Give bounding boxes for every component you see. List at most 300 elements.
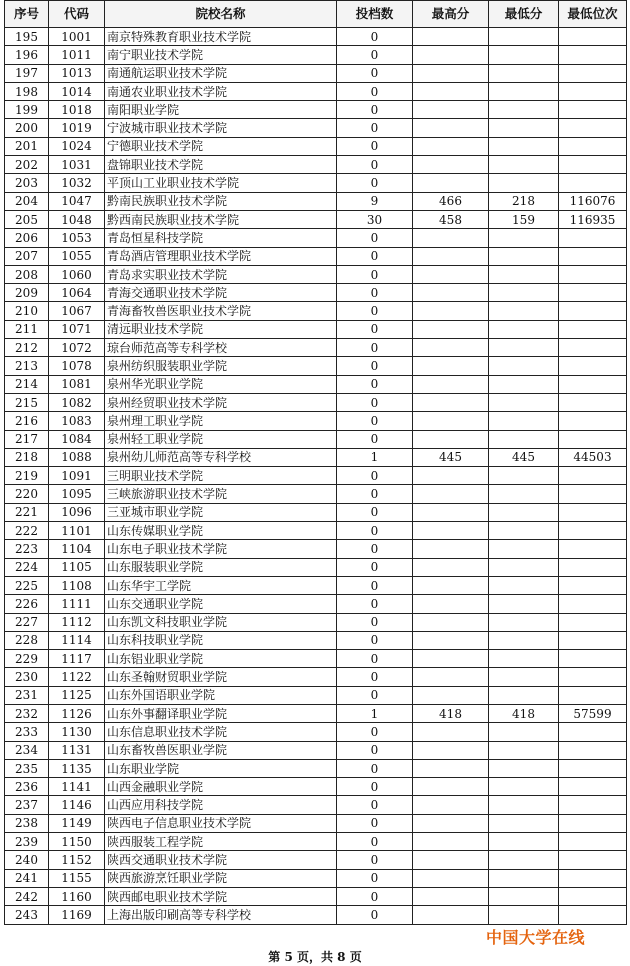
- cell-code: 1160: [49, 887, 105, 905]
- cell-max-score: [413, 576, 489, 594]
- cell-min-score: 418: [489, 704, 559, 722]
- cell-admit-count: 0: [337, 467, 413, 485]
- cell-min-score: [489, 796, 559, 814]
- cell-max-score: [413, 101, 489, 119]
- cell-max-score: [413, 558, 489, 576]
- cell-code: 1125: [49, 686, 105, 704]
- cell-school-name: 青岛酒店管理职业技术学院: [105, 247, 337, 265]
- cell-school-name: 山东圣翰财贸职业学院: [105, 668, 337, 686]
- cell-code: 1101: [49, 522, 105, 540]
- cell-min-score: [489, 778, 559, 796]
- table-row: [5, 430, 627, 448]
- cell-min-rank: [559, 339, 627, 357]
- cell-admit-count: 0: [337, 485, 413, 503]
- cell-seq: 231: [5, 686, 49, 704]
- cell-code: 1146: [49, 796, 105, 814]
- cell-code: 1130: [49, 723, 105, 741]
- table-row: [5, 558, 627, 576]
- cell-min-score: [489, 833, 559, 851]
- cell-admit-count: 0: [337, 229, 413, 247]
- table-row: [5, 412, 627, 430]
- cell-school-name: 山西应用科技学院: [105, 796, 337, 814]
- cell-school-name: 青岛求实职业技术学院: [105, 265, 337, 283]
- cell-min-rank: [559, 796, 627, 814]
- cell-max-score: [413, 393, 489, 411]
- cell-min-rank: [559, 650, 627, 668]
- cell-admit-count: 0: [337, 265, 413, 283]
- cell-seq: 216: [5, 412, 49, 430]
- table-row: [5, 631, 627, 649]
- cell-admit-count: 0: [337, 558, 413, 576]
- table-row: [5, 741, 627, 759]
- cell-school-name: 山东传媒职业学院: [105, 522, 337, 540]
- cell-code: 1024: [49, 137, 105, 155]
- cell-max-score: [413, 265, 489, 283]
- cell-max-score: [413, 650, 489, 668]
- cell-code: 1071: [49, 320, 105, 338]
- cell-max-score: 466: [413, 192, 489, 210]
- cell-admit-count: 0: [337, 540, 413, 558]
- table-row: [5, 814, 627, 832]
- cell-max-score: [413, 613, 489, 631]
- table-row: [5, 485, 627, 503]
- cell-admit-count: 0: [337, 595, 413, 613]
- cell-max-score: [413, 522, 489, 540]
- cell-seq: 201: [5, 137, 49, 155]
- cell-min-rank: [559, 265, 627, 283]
- cell-min-score: [489, 686, 559, 704]
- table-row: [5, 302, 627, 320]
- cell-school-name: 三峡旅游职业技术学院: [105, 485, 337, 503]
- cell-min-rank: [559, 778, 627, 796]
- table-row: [5, 28, 627, 46]
- cell-min-rank: [559, 247, 627, 265]
- cell-min-rank: [559, 430, 627, 448]
- cell-min-score: [489, 119, 559, 137]
- cell-code: 1141: [49, 778, 105, 796]
- cell-max-score: [413, 887, 489, 905]
- cell-school-name: 山东畜牧兽医职业学院: [105, 741, 337, 759]
- table-row: [5, 192, 627, 210]
- cell-school-name: 青海交通职业技术学院: [105, 284, 337, 302]
- cell-code: 1091: [49, 467, 105, 485]
- cell-min-score: [489, 375, 559, 393]
- cell-min-score: [489, 467, 559, 485]
- cell-code: 1072: [49, 339, 105, 357]
- cell-min-rank: [559, 522, 627, 540]
- cell-min-rank: [559, 229, 627, 247]
- cell-max-score: [413, 320, 489, 338]
- cell-max-score: [413, 485, 489, 503]
- cell-code: 1152: [49, 851, 105, 869]
- cell-school-name: 泉州华光职业学院: [105, 375, 337, 393]
- cell-min-score: [489, 302, 559, 320]
- cell-seq: 242: [5, 887, 49, 905]
- cell-min-score: [489, 320, 559, 338]
- cell-min-rank: [559, 412, 627, 430]
- cell-min-score: [489, 229, 559, 247]
- cell-school-name: 平顶山工业职业技术学院: [105, 174, 337, 192]
- cell-school-name: 山东交通职业学院: [105, 595, 337, 613]
- header-admit-count: 投档数: [337, 1, 413, 28]
- cell-admit-count: 0: [337, 723, 413, 741]
- cell-code: 1112: [49, 613, 105, 631]
- cell-code: 1055: [49, 247, 105, 265]
- cell-admit-count: 9: [337, 192, 413, 210]
- cell-min-rank: [559, 375, 627, 393]
- cell-min-rank: [559, 119, 627, 137]
- cell-code: 1126: [49, 704, 105, 722]
- cell-min-score: [489, 869, 559, 887]
- cell-school-name: 山东服装职业学院: [105, 558, 337, 576]
- header-row: [5, 1, 627, 28]
- cell-max-score: [413, 174, 489, 192]
- cell-school-name: 山东凯文科技职业学院: [105, 613, 337, 631]
- table-row: [5, 467, 627, 485]
- cell-min-rank: [559, 46, 627, 64]
- cell-code: 1096: [49, 503, 105, 521]
- cell-min-rank: [559, 393, 627, 411]
- table-row: [5, 82, 627, 100]
- cell-code: 1155: [49, 869, 105, 887]
- cell-admit-count: 0: [337, 375, 413, 393]
- admission-table-sheet: [4, 0, 626, 925]
- cell-seq: 237: [5, 796, 49, 814]
- cell-min-rank: [559, 741, 627, 759]
- cell-admit-count: 0: [337, 247, 413, 265]
- cell-seq: 222: [5, 522, 49, 540]
- table-row: [5, 339, 627, 357]
- cell-min-rank: [559, 540, 627, 558]
- cell-min-score: [489, 650, 559, 668]
- cell-code: 1019: [49, 119, 105, 137]
- cell-max-score: [413, 28, 489, 46]
- cell-min-rank: [559, 558, 627, 576]
- cell-min-score: [489, 522, 559, 540]
- cell-code: 1084: [49, 430, 105, 448]
- table-header: [5, 1, 627, 28]
- cell-min-rank: [559, 357, 627, 375]
- cell-min-score: [489, 82, 559, 100]
- cell-admit-count: 0: [337, 613, 413, 631]
- cell-max-score: [413, 686, 489, 704]
- cell-code: 1083: [49, 412, 105, 430]
- cell-seq: 215: [5, 393, 49, 411]
- cell-code: 1131: [49, 741, 105, 759]
- cell-min-score: [489, 613, 559, 631]
- cell-max-score: [413, 540, 489, 558]
- cell-school-name: 上海出版印刷高等专科学校: [105, 906, 337, 924]
- table-row: [5, 906, 627, 924]
- cell-max-score: [413, 119, 489, 137]
- cell-min-rank: [559, 28, 627, 46]
- cell-code: 1111: [49, 595, 105, 613]
- cell-seq: 206: [5, 229, 49, 247]
- cell-seq: 219: [5, 467, 49, 485]
- cell-max-score: [413, 357, 489, 375]
- cell-seq: 223: [5, 540, 49, 558]
- cell-min-rank: [559, 595, 627, 613]
- table-row: [5, 210, 627, 228]
- cell-min-rank: [559, 101, 627, 119]
- cell-min-score: [489, 576, 559, 594]
- table-row: [5, 613, 627, 631]
- cell-max-score: [413, 46, 489, 64]
- cell-code: 1122: [49, 668, 105, 686]
- cell-min-rank: [559, 320, 627, 338]
- cell-min-score: [489, 64, 559, 82]
- table-row: [5, 759, 627, 777]
- table-row: [5, 595, 627, 613]
- cell-min-rank: 44503: [559, 448, 627, 466]
- cell-max-score: [413, 375, 489, 393]
- cell-min-rank: 116935: [559, 210, 627, 228]
- cell-min-score: [489, 503, 559, 521]
- cell-min-score: [489, 851, 559, 869]
- cell-seq: 232: [5, 704, 49, 722]
- cell-max-score: [413, 869, 489, 887]
- cell-admit-count: 0: [337, 741, 413, 759]
- cell-max-score: [413, 284, 489, 302]
- cell-min-score: [489, 46, 559, 64]
- cell-seq: 234: [5, 741, 49, 759]
- table-row: [5, 101, 627, 119]
- cell-school-name: 陕西服装工程学院: [105, 833, 337, 851]
- cell-seq: 212: [5, 339, 49, 357]
- cell-admit-count: 0: [337, 320, 413, 338]
- cell-seq: 207: [5, 247, 49, 265]
- cell-seq: 213: [5, 357, 49, 375]
- cell-seq: 230: [5, 668, 49, 686]
- cell-min-rank: [559, 156, 627, 174]
- cell-code: 1053: [49, 229, 105, 247]
- cell-seq: 226: [5, 595, 49, 613]
- cell-min-rank: [559, 503, 627, 521]
- cell-min-rank: 116076: [559, 192, 627, 210]
- cell-admit-count: 0: [337, 46, 413, 64]
- cell-seq: 238: [5, 814, 49, 832]
- cell-school-name: 山东铝业职业学院: [105, 650, 337, 668]
- cell-min-rank: [559, 759, 627, 777]
- cell-max-score: [413, 906, 489, 924]
- cell-school-name: 南宁职业技术学院: [105, 46, 337, 64]
- table-row: [5, 174, 627, 192]
- cell-school-name: 山东电子职业技术学院: [105, 540, 337, 558]
- cell-school-name: 三亚城市职业学院: [105, 503, 337, 521]
- header-max-score: 最高分: [413, 1, 489, 28]
- cell-school-name: 泉州轻工职业学院: [105, 430, 337, 448]
- table-row: [5, 540, 627, 558]
- table-row: [5, 686, 627, 704]
- admission-score-table: [4, 0, 627, 925]
- cell-min-score: [489, 265, 559, 283]
- cell-min-rank: [559, 467, 627, 485]
- header-school-name: 院校名称: [105, 1, 337, 28]
- cell-admit-count: 0: [337, 64, 413, 82]
- cell-max-score: [413, 82, 489, 100]
- cell-admit-count: 0: [337, 833, 413, 851]
- cell-school-name: 陕西邮电职业技术学院: [105, 887, 337, 905]
- cell-seq: 199: [5, 101, 49, 119]
- cell-code: 1011: [49, 46, 105, 64]
- cell-admit-count: 0: [337, 796, 413, 814]
- cell-max-score: 418: [413, 704, 489, 722]
- table-row: [5, 668, 627, 686]
- cell-max-score: [413, 247, 489, 265]
- table-row: [5, 833, 627, 851]
- cell-seq: 204: [5, 192, 49, 210]
- cell-school-name: 泉州经贸职业技术学院: [105, 393, 337, 411]
- cell-admit-count: 0: [337, 412, 413, 430]
- cell-min-rank: [559, 302, 627, 320]
- cell-min-score: [489, 814, 559, 832]
- cell-max-score: [413, 759, 489, 777]
- cell-school-name: 山东职业学院: [105, 759, 337, 777]
- cell-admit-count: 0: [337, 430, 413, 448]
- cell-min-score: 218: [489, 192, 559, 210]
- table-row: [5, 796, 627, 814]
- cell-code: 1081: [49, 375, 105, 393]
- cell-admit-count: 0: [337, 174, 413, 192]
- cell-min-score: [489, 156, 559, 174]
- table-row: [5, 64, 627, 82]
- cell-code: 1117: [49, 650, 105, 668]
- cell-admit-count: 0: [337, 851, 413, 869]
- cell-school-name: 陕西旅游烹饪职业学院: [105, 869, 337, 887]
- cell-max-score: [413, 302, 489, 320]
- cell-admit-count: 0: [337, 284, 413, 302]
- cell-max-score: [413, 595, 489, 613]
- cell-min-rank: [559, 613, 627, 631]
- cell-admit-count: 0: [337, 887, 413, 905]
- cell-min-score: [489, 339, 559, 357]
- cell-admit-count: 0: [337, 28, 413, 46]
- cell-code: 1150: [49, 833, 105, 851]
- cell-admit-count: 1: [337, 448, 413, 466]
- cell-max-score: [413, 741, 489, 759]
- cell-min-rank: [559, 887, 627, 905]
- cell-code: 1088: [49, 448, 105, 466]
- cell-admit-count: 0: [337, 576, 413, 594]
- cell-school-name: 青岛恒星科技学院: [105, 229, 337, 247]
- cell-code: 1108: [49, 576, 105, 594]
- cell-admit-count: 0: [337, 393, 413, 411]
- table-row: [5, 887, 627, 905]
- cell-admit-count: 0: [337, 778, 413, 796]
- cell-min-rank: [559, 174, 627, 192]
- cell-min-score: [489, 28, 559, 46]
- cell-min-rank: [559, 851, 627, 869]
- cell-admit-count: 0: [337, 668, 413, 686]
- cell-min-rank: [559, 723, 627, 741]
- cell-school-name: 陕西交通职业技术学院: [105, 851, 337, 869]
- cell-max-score: [413, 137, 489, 155]
- cell-school-name: 黔西南民族职业技术学院: [105, 210, 337, 228]
- cell-code: 1032: [49, 174, 105, 192]
- cell-max-score: [413, 430, 489, 448]
- cell-max-score: [413, 467, 489, 485]
- cell-school-name: 宁波城市职业技术学院: [105, 119, 337, 137]
- cell-max-score: [413, 668, 489, 686]
- cell-school-name: 泉州纺织服装职业学院: [105, 357, 337, 375]
- cell-code: 1001: [49, 28, 105, 46]
- header-min-rank: 最低位次: [559, 1, 627, 28]
- cell-max-score: 458: [413, 210, 489, 228]
- cell-max-score: [413, 156, 489, 174]
- cell-seq: 202: [5, 156, 49, 174]
- cell-min-score: [489, 393, 559, 411]
- cell-code: 1047: [49, 192, 105, 210]
- cell-seq: 196: [5, 46, 49, 64]
- cell-code: 1082: [49, 393, 105, 411]
- cell-min-rank: [559, 64, 627, 82]
- table-row: [5, 522, 627, 540]
- cell-min-score: [489, 430, 559, 448]
- cell-admit-count: 0: [337, 906, 413, 924]
- cell-seq: 198: [5, 82, 49, 100]
- cell-admit-count: 0: [337, 82, 413, 100]
- cell-admit-count: 0: [337, 759, 413, 777]
- cell-school-name: 南京特殊教育职业技术学院: [105, 28, 337, 46]
- cell-school-name: 青海畜牧兽医职业技术学院: [105, 302, 337, 320]
- cell-admit-count: 0: [337, 302, 413, 320]
- table-row: [5, 723, 627, 741]
- cell-school-name: 泉州幼儿师范高等专科学校: [105, 448, 337, 466]
- cell-school-name: 南通航运职业技术学院: [105, 64, 337, 82]
- cell-seq: 211: [5, 320, 49, 338]
- cell-seq: 228: [5, 631, 49, 649]
- cell-code: 1114: [49, 631, 105, 649]
- cell-min-score: 159: [489, 210, 559, 228]
- cell-seq: 227: [5, 613, 49, 631]
- cell-min-score: [489, 357, 559, 375]
- cell-seq: 218: [5, 448, 49, 466]
- cell-min-score: [489, 668, 559, 686]
- cell-max-score: [413, 631, 489, 649]
- cell-max-score: [413, 229, 489, 247]
- cell-admit-count: 30: [337, 210, 413, 228]
- cell-seq: 233: [5, 723, 49, 741]
- table-row: [5, 704, 627, 722]
- cell-admit-count: 0: [337, 339, 413, 357]
- table-row: [5, 247, 627, 265]
- cell-seq: 224: [5, 558, 49, 576]
- table-row: [5, 284, 627, 302]
- cell-min-score: [489, 723, 559, 741]
- cell-seq: 209: [5, 284, 49, 302]
- cell-code: 1104: [49, 540, 105, 558]
- table-row: [5, 393, 627, 411]
- table-row: [5, 265, 627, 283]
- cell-school-name: 陕西电子信息职业技术学院: [105, 814, 337, 832]
- cell-school-name: 山东外事翻译职业学院: [105, 704, 337, 722]
- cell-min-score: [489, 759, 559, 777]
- table-row: [5, 778, 627, 796]
- cell-min-score: [489, 284, 559, 302]
- cell-max-score: [413, 778, 489, 796]
- cell-min-rank: [559, 668, 627, 686]
- cell-school-name: 山东科技职业学院: [105, 631, 337, 649]
- table-row: [5, 375, 627, 393]
- cell-max-score: [413, 412, 489, 430]
- table-row: [5, 448, 627, 466]
- cell-school-name: 黔南民族职业技术学院: [105, 192, 337, 210]
- cell-code: 1105: [49, 558, 105, 576]
- cell-seq: 243: [5, 906, 49, 924]
- cell-code: 1014: [49, 82, 105, 100]
- cell-min-rank: [559, 576, 627, 594]
- cell-min-rank: [559, 833, 627, 851]
